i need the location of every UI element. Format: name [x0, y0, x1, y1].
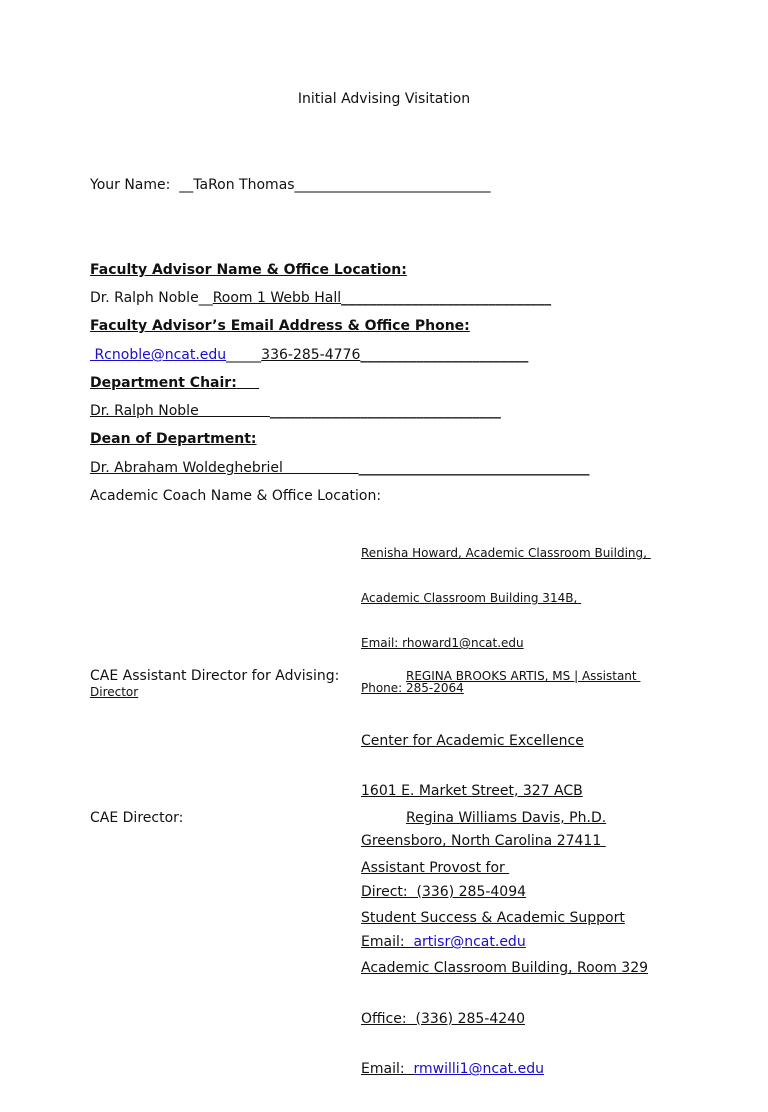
cae-assistant-label: CAE Assistant Director for Advising:: [90, 668, 340, 684]
cae-director-line: Assistant Provost for: [361, 859, 510, 876]
cae-director-block: [361, 826, 648, 1112]
your-name-value: __TaRon Thomas____________________________: [170, 177, 491, 193]
academic-coach-line: Email: rhoward1@ncat.edu: [361, 636, 524, 650]
advisor-contact-trail: ________________________: [360, 347, 529, 363]
cae-assistant-name: REGINA BROOKS ARTIS, MS | Assistant: [406, 669, 641, 683]
dean-row: [90, 460, 590, 477]
cae-assistant-email-link[interactable]: artisr@ncat.edu: [413, 934, 526, 951]
faculty-advisor-heading: Faculty Advisor Name & Office Location:: [90, 262, 407, 278]
advisor-contact-separator: _____: [226, 347, 262, 363]
dean-trail: _________________________________: [358, 460, 590, 476]
department-chair-heading-trail: [237, 375, 259, 391]
academic-coach-label: Academic Coach Name & Office Location:: [90, 488, 382, 504]
department-chair-row: [90, 403, 501, 420]
advisor-phone: 336-285-4776: [261, 347, 361, 363]
cae-assistant-line: 1601 E. Market Street, 327 ACB: [361, 782, 583, 799]
cae-director-line: Student Success & Academic Support: [361, 909, 625, 926]
academic-coach-block: [361, 516, 651, 726]
faculty-advisor-name: Dr. Ralph Noble: [90, 290, 199, 306]
cae-director-label: CAE Director:: [90, 810, 184, 826]
your-name-row: [90, 177, 491, 194]
academic-coach-line: Renisha Howard, Academic Classroom Building,: [361, 546, 651, 560]
advisor-email-link[interactable]: Rcnoble@ncat.edu: [90, 347, 227, 363]
cae-assistant-line: Direct: (336) 285-4094: [361, 883, 527, 900]
cae-assistant-name-wrap: Director: [90, 685, 139, 699]
faculty-advisor-location: Room 1 Webb Hall: [212, 290, 342, 306]
dean-heading: Dean of Department:: [90, 431, 257, 447]
cae-assistant-email-label: Email:: [361, 934, 414, 951]
cae-assistant-line: Greensboro, North Carolina 27411: [361, 833, 606, 850]
cae-assistant-line: Center for Academic Excellence: [361, 732, 584, 749]
department-chair-trail: _________________________________: [269, 403, 501, 419]
department-chair-heading: Department Chair:: [90, 375, 237, 391]
department-chair-name: Dr. Ralph Noble: [90, 403, 270, 419]
advisor-contact-heading: Faculty Advisor’s Email Address & Office Phone:: [90, 318, 470, 334]
cae-director-email-label: Email:: [361, 1061, 414, 1078]
cae-director-name: Regina Williams Davis, Ph.D.: [406, 810, 607, 826]
faculty-advisor-separator: __: [198, 290, 213, 306]
faculty-advisor-row: [90, 290, 551, 307]
page-title: Initial Advising Visitation: [297, 91, 471, 107]
your-name-label: Your Name:: [90, 177, 171, 193]
academic-coach-line: Phone: 285-2064: [361, 681, 464, 695]
dean-name: Dr. Abraham Woldeghebriel: [90, 460, 359, 476]
advisor-contact-row: [90, 347, 528, 364]
academic-coach-line: Academic Classroom Building 314B,: [361, 591, 582, 605]
cae-director-line: Office: (336) 285-4240: [361, 1010, 525, 1027]
cae-director-line: Academic Classroom Building, Room 329: [361, 960, 649, 977]
faculty-advisor-trail: ______________________________: [341, 290, 552, 306]
department-chair-heading-row: [90, 375, 259, 392]
cae-director-email-row: [361, 1061, 648, 1078]
cae-director-email-link[interactable]: rmwilli1@ncat.edu: [413, 1061, 544, 1078]
